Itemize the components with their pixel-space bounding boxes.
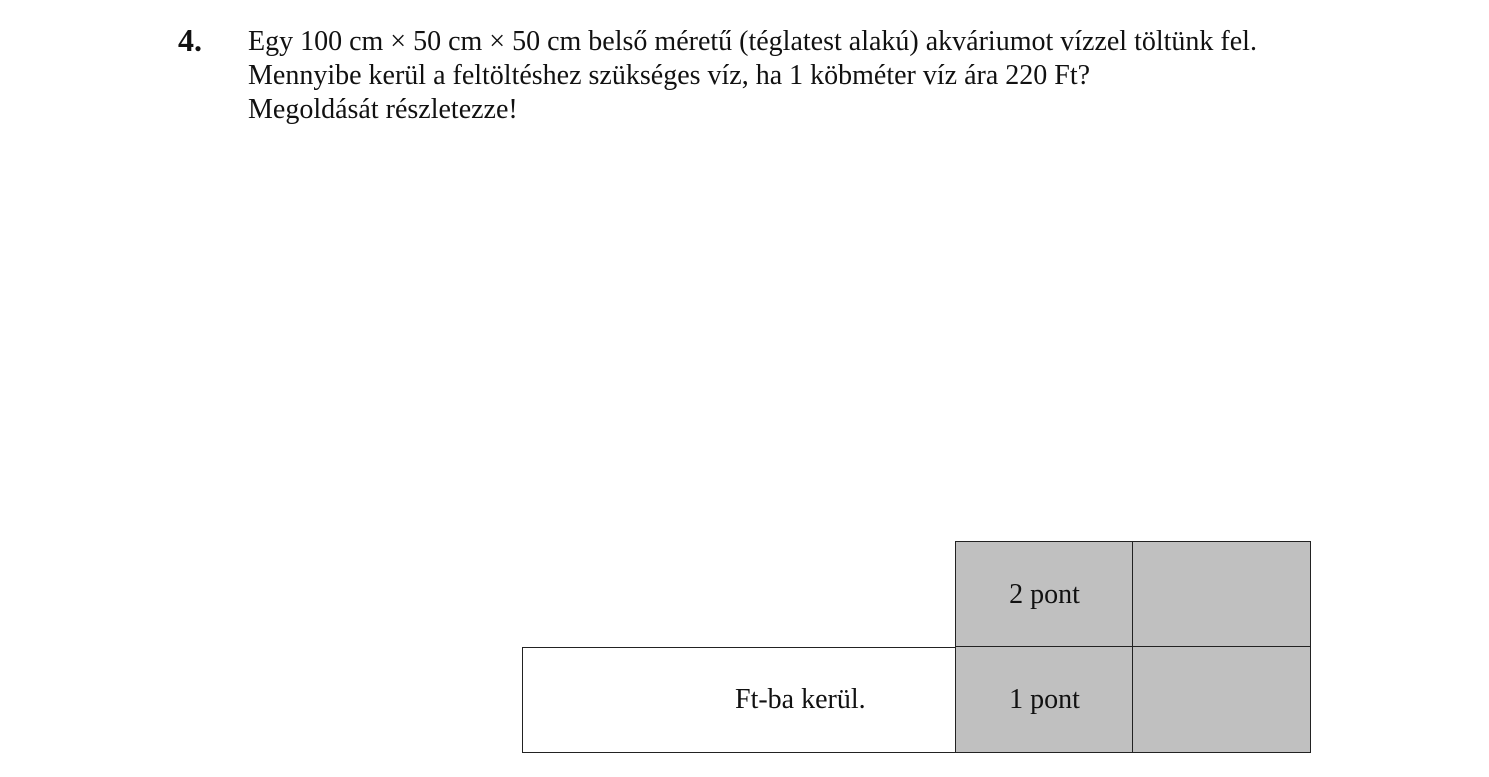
problem-number: 4.	[178, 22, 202, 58]
problem-line: Megoldását részletezze!	[248, 94, 518, 125]
points-cell: 2 pont	[955, 541, 1134, 648]
problem-line: Mennyibe kerül a feltöltéshez szükséges víz, ha 1 köbméter víz ára 220 Ft?	[248, 60, 1091, 91]
points-cell: 1 pont	[955, 646, 1134, 753]
problem-statement	[248, 25, 1368, 127]
earned-points-cell[interactable]	[1132, 646, 1311, 753]
problem-line: Egy 100 cm × 50 cm × 50 cm belső méretű (téglatest alakú) akváriumot vízzel töltünk fel.	[248, 26, 1257, 57]
earned-points-cell[interactable]	[1132, 541, 1311, 648]
answer-label: Ft-ba kerül.	[735, 684, 866, 715]
